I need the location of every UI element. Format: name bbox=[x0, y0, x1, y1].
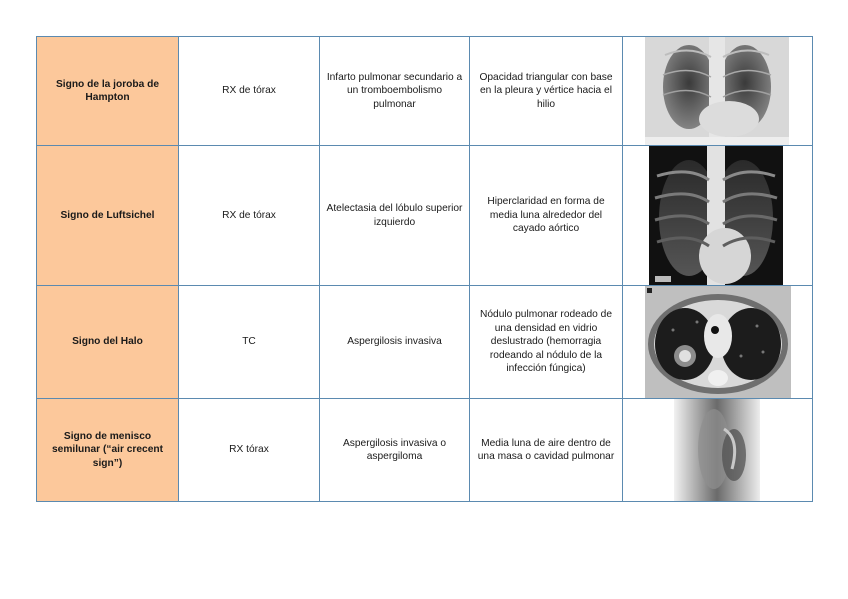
description-cell: Nódulo pulmonar rodeado de una densidad en vidrio deslustrado (hemorragia rodeando al nódulo de la infección fúngica) bbox=[470, 286, 623, 399]
radiology-signs-table bbox=[36, 36, 813, 502]
image-cell bbox=[623, 37, 813, 146]
chest-xray-image bbox=[674, 399, 760, 502]
description-cell: Media luna de aire dentro de una masa o cavidad pulmonar bbox=[470, 399, 623, 502]
technique-cell: RX de tórax bbox=[179, 37, 320, 146]
chest-xray-image bbox=[649, 146, 783, 286]
sign-name-cell: Signo de Luftsichel bbox=[37, 146, 179, 286]
condition-cell: Atelectasia del lóbulo superior izquierdo bbox=[320, 146, 470, 286]
table-row bbox=[37, 37, 813, 146]
table-row bbox=[37, 146, 813, 286]
technique-cell: RX de tórax bbox=[179, 146, 320, 286]
description-cell: Hiperclaridad en forma de media luna alrededor del cayado aórtico bbox=[470, 146, 623, 286]
description-cell: Opacidad triangular con base en la pleura y vértice hacia el hilio bbox=[470, 37, 623, 146]
sign-name-cell: Signo de la joroba de Hampton bbox=[37, 37, 179, 146]
sign-name-cell: Signo del Halo bbox=[37, 286, 179, 399]
technique-cell: RX tórax bbox=[179, 399, 320, 502]
sign-name-cell: Signo de menisco semilunar (“air crecent sign”) bbox=[37, 399, 179, 502]
table-row bbox=[37, 286, 813, 399]
condition-cell: Infarto pulmonar secundario a un tromboembolismo pulmonar bbox=[320, 37, 470, 146]
image-cell bbox=[623, 399, 813, 502]
ct-scan-image bbox=[645, 286, 791, 399]
technique-cell: TC bbox=[179, 286, 320, 399]
image-cell bbox=[623, 286, 813, 399]
condition-cell: Aspergilosis invasiva bbox=[320, 286, 470, 399]
table-row bbox=[37, 399, 813, 502]
image-cell bbox=[623, 146, 813, 286]
chest-xray-image bbox=[645, 37, 789, 146]
condition-cell: Aspergilosis invasiva o aspergiloma bbox=[320, 399, 470, 502]
